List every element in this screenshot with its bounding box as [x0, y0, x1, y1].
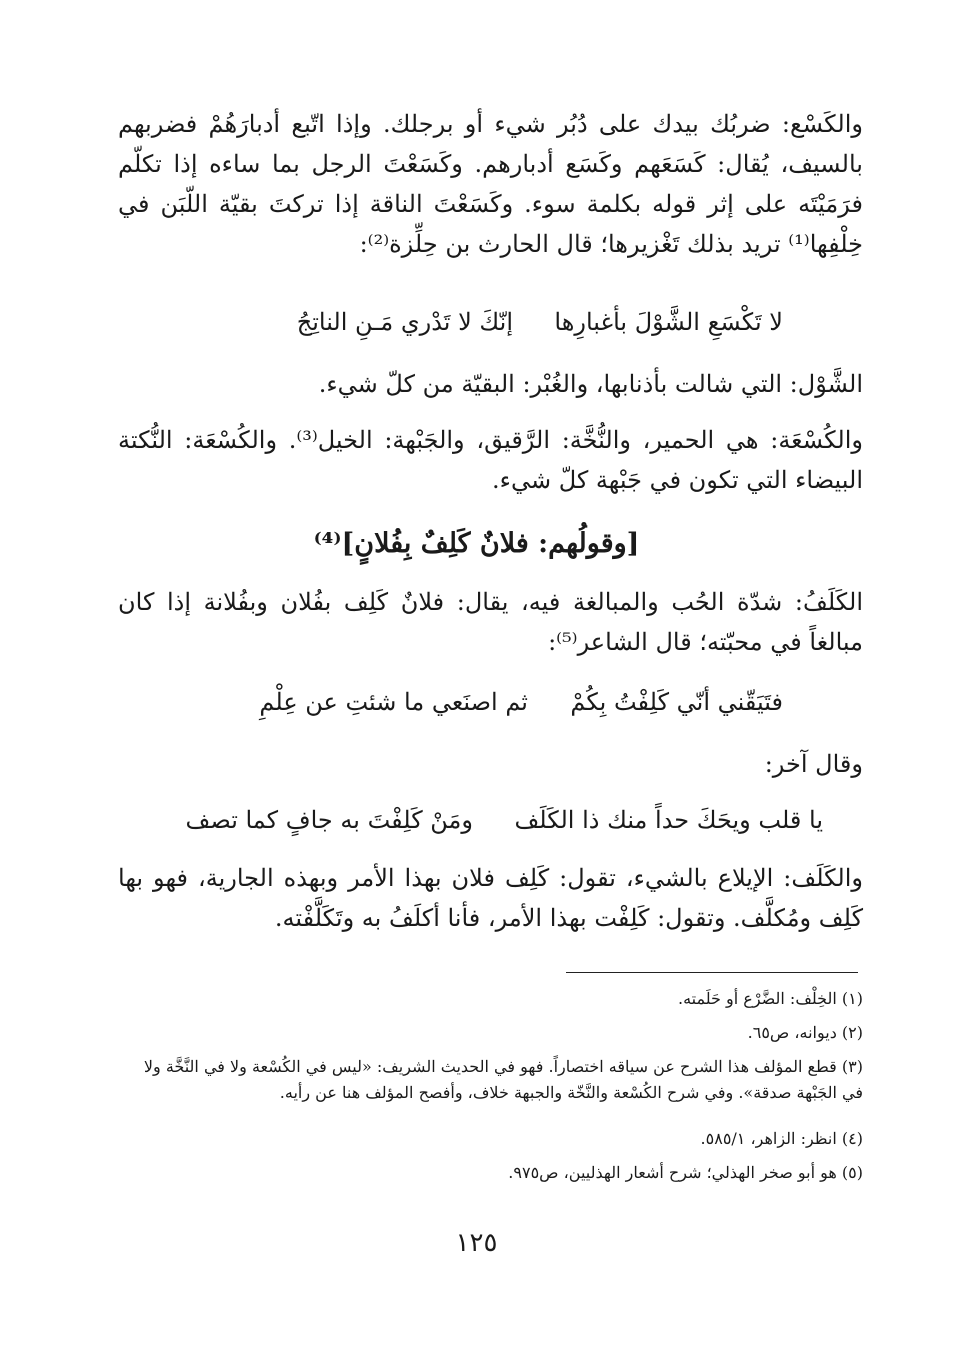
paragraph-kus-a: والكُسْعَة: هي الحمير، والنُّخَّة: الرَّقيق، والجَبْهة: الخيل⁽³⁾. والكُسْعَة: النُّكتة البيضاء التي تكون في جَبْهة كلّ شيء.: [118, 426, 863, 494]
paragraph-kalaf: الكَلَفُ: شدّة الحُب والمبالغة فيه، يقال: فلانٌ كَلِف بفُلان وبفُلانة إذا كان مبالغاً في محبّته؛ قال الشاعر⁽⁵⁾:: [118, 588, 863, 656]
verse-2-first-hemistich: فتَيَقّني أنّي كَلِفْتُ بِكُمْ: [570, 688, 783, 716]
footnote-3: (٣) قطع المؤلف هذا الشرح عن سياقه اختصاراً. فهو في الحديث الشريف: «ليس في الكُسْعة ولا في النَّخَّة ولا في الجَبْهة صدقة». وفي شرح الكُسْعة والنَّخّة والجبهة خلاف، وأفصح المؤلف هنا عن رأيه.: [143, 1057, 863, 1102]
page-number: ١٢٥: [455, 1228, 498, 1258]
verse-3-first-hemistich: يا قلب ويحَكَ حداً منك ذا الكَلَف: [514, 806, 823, 834]
footnote-2: (٢) ديوانه، ص٦٥.: [747, 1023, 863, 1042]
footnote-separator: [566, 972, 858, 973]
section-heading: [وقولُهم: فلانٌ كَلِفٌ بِفُلانٍ]⁽⁴⁾: [313, 528, 640, 559]
footnote-5: (٥) هو أبو صخر الهذلي؛ شرح أشعار الهذليين، ص٩٧٥.: [508, 1163, 863, 1182]
paragraph-another-poet: وقال آخر:: [764, 750, 863, 778]
paragraph-shawl: الشَّوْل: التي شالت بأذنابها، والغُبْر: البقيّة من كلّ شيء.: [318, 370, 863, 398]
verse-3-second-hemistich: ومَنْ كَلِفْتَ به جافٍ كما تصف: [185, 806, 473, 834]
paragraph-kas: والكَسْع: ضربُك بيدك على دُبُر شيء أو برجلك. وإذا اتّبع أدبارَهُمْ فضربهم بالسيف، يُقال: كَسَعَهم وكَسَع أدبارهم. وكَسَعْتَ الرجل بما ساءه إذا تكلّم فرَمَيْتَه على إثر قوله بكلمة سوء. وكَسَعْتَ الناقة إذا تركتَ بقيّة اللّبَن في خِلْفِها⁽¹⁾ تريد بذلك تَغْزيرها؛ قال الحارث بن حِلِّزة⁽²⁾:: [118, 110, 863, 258]
footnote-1: (١) الخِلْف: الضَّرْع أو حَلَمته.: [678, 989, 863, 1008]
paragraph-kalaf-ila: والكَلَف: الإيلاع بالشيء، تقول: كَلِف فلان بهذا الأمر وبهذه الجارية، فهو بها كَلِف ومُكلَّف. وتقول: كَلِفْت بهذا الأمر، فأنا أكلَفُ به وتَكَلَّفْته.: [118, 864, 863, 932]
verse-2-second-hemistich: ثم اصنَعي ما شئتِ عن عِلْمِ: [259, 688, 528, 716]
verse-1-first-hemistich: لا تَكْسَعِ الشَّوْلَ بأغبارِها: [554, 308, 783, 336]
verse-1-second-hemistich: إنّكَ لا تَدْري مَـنِ الناتِجُ: [296, 308, 513, 336]
footnote-4: (٤) انظر: الزاهر، ٥٨٥/١.: [700, 1129, 863, 1148]
